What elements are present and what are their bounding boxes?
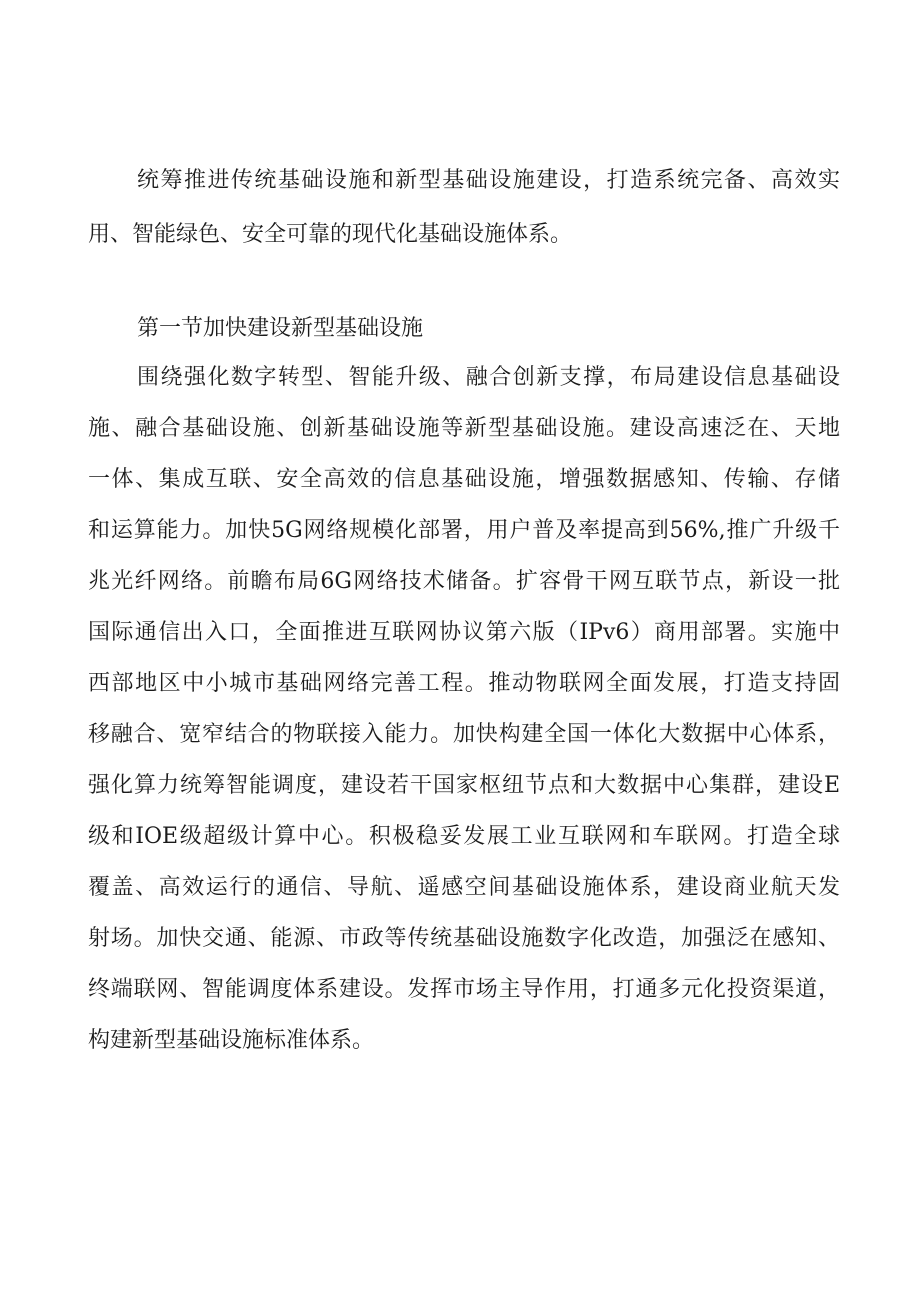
- body-line-9: 强化算力统筹智能调度，建设若干国家枢纽节点和大数据中心集群，建设E: [88, 773, 840, 798]
- body-line-12: 射场。加快交通、能源、市政等传统基础设施数字化改造，加强泛在感知、: [88, 926, 840, 951]
- body-line-5: 兆光纤网络。前瞻布局6G网络技术储备。扩容骨干网互联节点，新设一批: [88, 569, 840, 594]
- body-line-14: 构建新型基础设施标准体系。: [88, 1028, 375, 1053]
- intro-line-1: 统筹推进传统基础设施和新型基础设施建设，打造系统完备、高效实: [137, 168, 840, 193]
- body-line-8: 移融合、宽窄结合的物联接入能力。加快构建全国一体化大数据中心体系，: [88, 722, 840, 747]
- section-heading: 第一节加快建设新型基础设施: [137, 316, 424, 341]
- body-line-1: 围绕强化数字转型、智能升级、融合创新支撑，布局建设信息基础设: [137, 365, 840, 390]
- body-line-2: 施、融合基础设施、创新基础设施等新型基础设施。建设高速泛在、天地: [88, 416, 840, 441]
- body-line-13: 终端联网、智能调度体系建设。发挥市场主导作用，打通多元化投资渠道，: [88, 977, 840, 1002]
- body-line-3: 一体、集成互联、安全高效的信息基础设施，增强数据感知、传输、存储: [88, 467, 840, 492]
- body-line-7: 西部地区中小城市基础网络完善工程。推动物联网全面发展，打造支持固: [88, 671, 840, 696]
- body-line-11: 覆盖、高效运行的通信、导航、遥感空间基础设施体系，建设商业航天发: [88, 875, 840, 900]
- body-line-4: 和运算能力。加快5G网络规模化部署，用户普及率提高到56%,推广升级千: [88, 518, 840, 543]
- body-line-6: 国际通信出入口，全面推进互联网协议第六版（IPv6）商用部署。实施中: [88, 620, 840, 645]
- body-line-10: 级和IOE级超级计算中心。积极稳妥发展工业互联网和车联网。打造全球: [88, 824, 840, 849]
- intro-line-2: 用、智能绿色、安全可靠的现代化基础设施体系。: [88, 222, 573, 247]
